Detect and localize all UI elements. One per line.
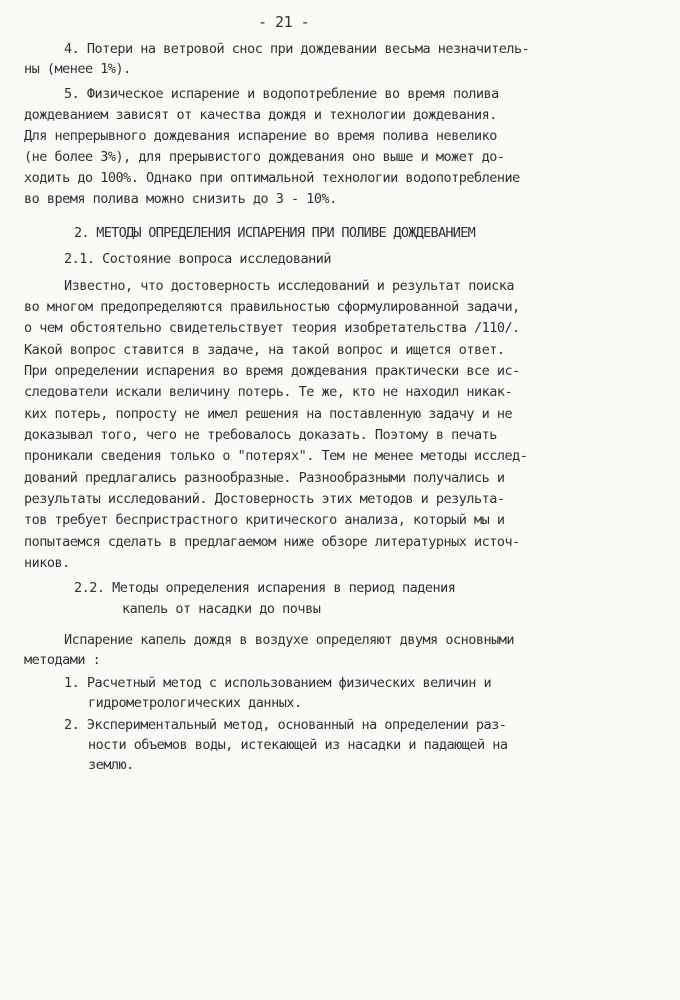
page-number: - 21 - — [258, 13, 310, 31]
text-line: результаты исследований. Достоверность этих методов и результа- — [24, 491, 505, 507]
text-line: ников. — [24, 555, 70, 571]
list-item: 1. Расчетный метод с использованием физических величин и — [64, 675, 492, 691]
subsection-heading: капель от насадки до почвы — [122, 601, 321, 617]
text-line: тов требует беспристрастного критического анализа, который мы и — [24, 512, 505, 528]
text-line: о чем обстоятельно свидетельствует теория изобретательства /110/. — [24, 320, 520, 336]
text-line: (не более 3%), для прерывистого дождевания оно выше и может до- — [24, 149, 505, 165]
list-item: землю. — [88, 757, 134, 773]
list-item: ности объемов воды, истекающей из насадки и падающей на — [88, 737, 508, 753]
text-line: ходить до 100%. Однако при оптимальной технологии водопотребление — [24, 170, 520, 186]
text-line: При определении испарения во время дождевания практически все ис- — [24, 363, 520, 379]
text-line: 5. Физическое испарение и водопотребление во время полива — [64, 86, 499, 102]
subsection-heading: 2.1. Состояние вопроса исследований — [64, 251, 331, 267]
text-line: следователи искали величину потерь. Те же, кто не находил никак- — [24, 384, 513, 400]
text-line: дождеванием зависят от качества дождя и технологии дождевания. — [24, 107, 497, 123]
text-line: Известно, что достоверность исследований и результат поиска — [64, 278, 515, 294]
text-line: доказывал того, чего не требовалось доказать. Поэтому в печать — [24, 427, 497, 443]
list-item: гидрометрологических данных. — [88, 695, 302, 711]
text-line: во многом предопределяются правильностью сформулированной задачи, — [24, 299, 520, 315]
text-line: Для непрерывного дождевания испарение во время полива невелико — [24, 128, 497, 144]
subsection-heading: 2.2. Методы определения испарения в период падения — [74, 580, 456, 596]
text-line: 4. Потери на ветровой снос при дождевании весьма незначитель- — [64, 41, 530, 57]
text-line: во время полива можно снизить до 3 - 10%. — [24, 191, 337, 207]
list-item: 2. Экспериментальный метод, основанный на определении раз- — [64, 717, 507, 733]
text-line: проникали сведения только о "потерях". Тем не менее методы исслед- — [24, 448, 528, 464]
text-line: ны (менее 1%). — [24, 61, 131, 77]
section-heading: 2. МЕТОДЫ ОПРЕДЕЛЕНИЯ ИСПАРЕНИЯ ПРИ ПОЛИВЕ ДОЖДЕВАНИЕМ — [74, 225, 476, 241]
text-line: методами : — [24, 652, 101, 668]
text-line: попытаемся сделать в предлагаемом ниже обзоре литературных источ- — [24, 534, 520, 550]
text-line: Испарение капель дождя в воздухе определяют двумя основными — [64, 632, 515, 648]
text-line: ких потерь, попросту не имел решения на поставленную задачу и не — [24, 406, 513, 422]
text-line: дований предлагались разнообразные. Разнообразными получались и — [24, 470, 505, 486]
text-line: Какой вопрос ставится в задаче, на такой вопрос и ищется ответ. — [24, 342, 505, 358]
